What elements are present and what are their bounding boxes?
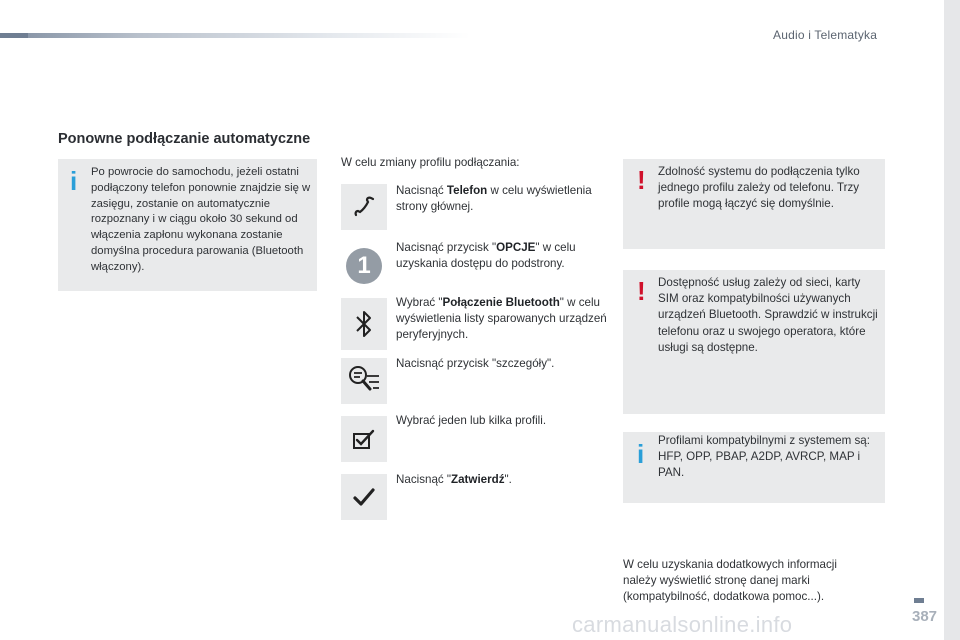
checkmark-icon [352, 487, 376, 507]
step-phone-text: Nacisnąć Telefon w celu wyświetlenia strony głównej. [396, 184, 592, 214]
warning-box-profiles [623, 159, 885, 249]
step-bluetooth-text: Wybrać "Połączenie Bluetooth" w celu wyświetlenia listy sparowanych urządzeń peryferyjnych. [396, 296, 607, 342]
header-title: Audio i Telematyka [773, 28, 878, 42]
details-search-icon [346, 363, 382, 399]
warning-profiles-text: Zdolność systemu do podłączenia tylko jednego profilu zależy od telefonu. Trzy profile mogą łączyć się domyślnie. [658, 165, 860, 211]
page-number: 387 [912, 608, 938, 625]
info-icon: i [70, 166, 78, 196]
warning-icon: ! [637, 165, 646, 195]
step-details-text: Nacisnąć przycisk "szczegóły". [396, 357, 555, 370]
step-details-tile [341, 358, 387, 404]
section-title: Ponowne podłączanie automatyczne [58, 131, 311, 147]
step-confirm-text: Nacisnąć "Zatwierdź". [396, 473, 512, 486]
watermark: carmanualsonline.info [572, 612, 793, 637]
footer-note: W celu uzyskania dodatkowych informacji należy wyświetlić stronę danej marki (kompatybilność, dodatkowa pomoc...). [623, 558, 837, 604]
warning-icon: ! [637, 276, 646, 306]
procedure-intro: W celu zmiany profilu podłączania: [341, 156, 520, 169]
phone-icon [351, 194, 377, 220]
checkbox-icon [352, 428, 376, 450]
info-box-compatible-profiles [623, 432, 885, 503]
step-options-text: Nacisnąć przycisk "OPCJE" w celu uzyskania dostępu do podstrony. [396, 241, 576, 271]
step-bluetooth-tile [341, 298, 387, 350]
step-confirm-tile [341, 474, 387, 520]
warning-services-text: Dostępność usług zależy od sieci, karty SIM oraz kompatybilności używanych urządzeń Bluetooth. Sprawdzić w instrukcji telefonu oraz u swojego operatora, które usługi są dostępne. [658, 276, 878, 354]
warning-box-services [623, 270, 885, 414]
header-bar [0, 33, 470, 38]
page-marker [914, 598, 924, 603]
step-profile-text: Wybrać jeden lub kilka profili. [396, 414, 547, 427]
bluetooth-icon [353, 309, 375, 339]
step-profile-tile [341, 416, 387, 462]
header-bar-accent [0, 33, 28, 38]
info-box-text: Po powrocie do samochodu, jeżeli ostatni podłączony telefon ponownie znajdzie się w zasięgu, zostanie on automatycznie rozpoznany i w ciągu około 30 sekund od włączenia zapłonu wykonana zostanie domyślna procedura parowania (Bluetooth włączony). [91, 166, 311, 273]
page-margin-strip [944, 0, 960, 640]
info-icon: i [637, 439, 645, 469]
info-box-auto-reconnect [58, 159, 317, 291]
step-number-tile [341, 240, 387, 292]
step-phone-tile [341, 184, 387, 230]
compatible-profiles-text: Profilami kompatybilnymi z systemem są: HFP, OPP, PBAP, A2DP, AVRCP, MAP i PAN. [658, 434, 870, 480]
number-one-icon: 1 [346, 248, 382, 284]
